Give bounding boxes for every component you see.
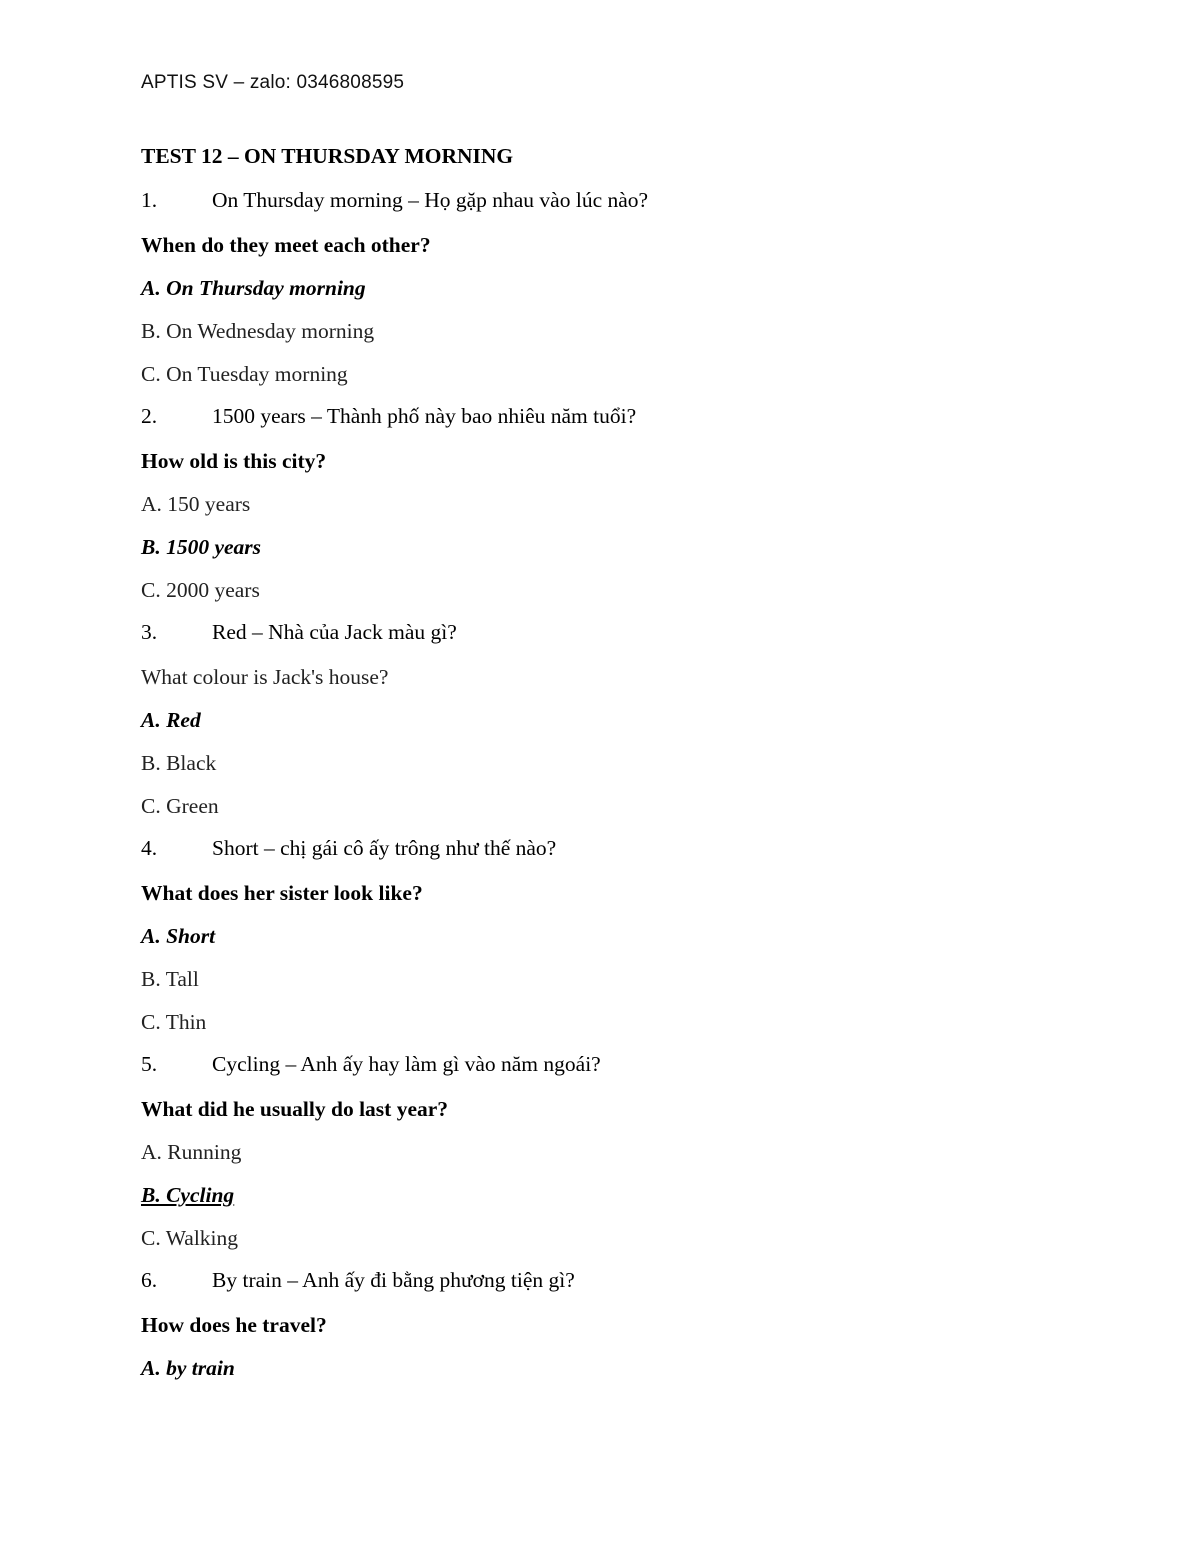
correct-answer: A. On Thursday morning xyxy=(141,276,366,300)
question-text: What did he usually do last year? xyxy=(141,1097,449,1121)
question-text: When do they meet each other? xyxy=(141,233,431,257)
item-prompt xyxy=(141,185,648,215)
prompt-text: By train – Anh ấy đi bằng phương tiện gì? xyxy=(212,1268,575,1292)
item-prompt xyxy=(141,833,556,863)
question-text: What colour is Jack's house? xyxy=(141,665,389,689)
item-number: 1. xyxy=(141,188,158,212)
item-number: 4. xyxy=(141,836,158,860)
answer-option: B. On Wednesday morning xyxy=(141,319,375,343)
question-text: How does he travel? xyxy=(141,1313,327,1337)
prompt-text: Red – Nhà của Jack màu gì? xyxy=(212,620,457,644)
item-number: 5. xyxy=(141,1052,158,1076)
question-text: What does her sister look like? xyxy=(141,881,423,905)
answer-option: B. Tall xyxy=(141,967,199,991)
item-prompt xyxy=(141,1265,575,1295)
answer-option: B. Black xyxy=(141,751,217,775)
test-title: TEST 12 – ON THURSDAY MORNING xyxy=(141,144,514,168)
prompt-text: On Thursday morning – Họ gặp nhau vào lúc nào? xyxy=(212,188,649,212)
answer-option: C. 2000 years xyxy=(141,578,260,602)
correct-answer: A. by train xyxy=(141,1356,235,1380)
question-text: How old is this city? xyxy=(141,449,327,473)
item-prompt xyxy=(141,1049,601,1079)
prompt-text: Cycling – Anh ấy hay làm gì vào năm ngoái? xyxy=(212,1052,601,1076)
answer-option: C. On Tuesday morning xyxy=(141,362,348,386)
prompt-text: Short – chị gái cô ấy trông như thế nào? xyxy=(212,836,557,860)
answer-option: C. Thin xyxy=(141,1010,207,1034)
answer-option: A. Running xyxy=(141,1140,242,1164)
prompt-text: 1500 years – Thành phố này bao nhiêu năm tuổi? xyxy=(212,404,637,428)
correct-answer: B. Cycling xyxy=(141,1183,235,1207)
item-number: 6. xyxy=(141,1268,158,1292)
item-number: 2. xyxy=(141,404,158,428)
answer-option: C. Walking xyxy=(141,1226,239,1250)
correct-answer: A. Short xyxy=(141,924,216,948)
correct-answer: A. Red xyxy=(141,708,201,732)
item-number: 3. xyxy=(141,620,158,644)
answer-option: A. 150 years xyxy=(141,492,251,516)
correct-answer: B. 1500 years xyxy=(141,535,262,559)
item-prompt xyxy=(141,617,457,647)
page-header: APTIS SV – zalo: 0346808595 xyxy=(141,72,405,93)
item-prompt xyxy=(141,401,636,431)
answer-option: C. Green xyxy=(141,794,219,818)
